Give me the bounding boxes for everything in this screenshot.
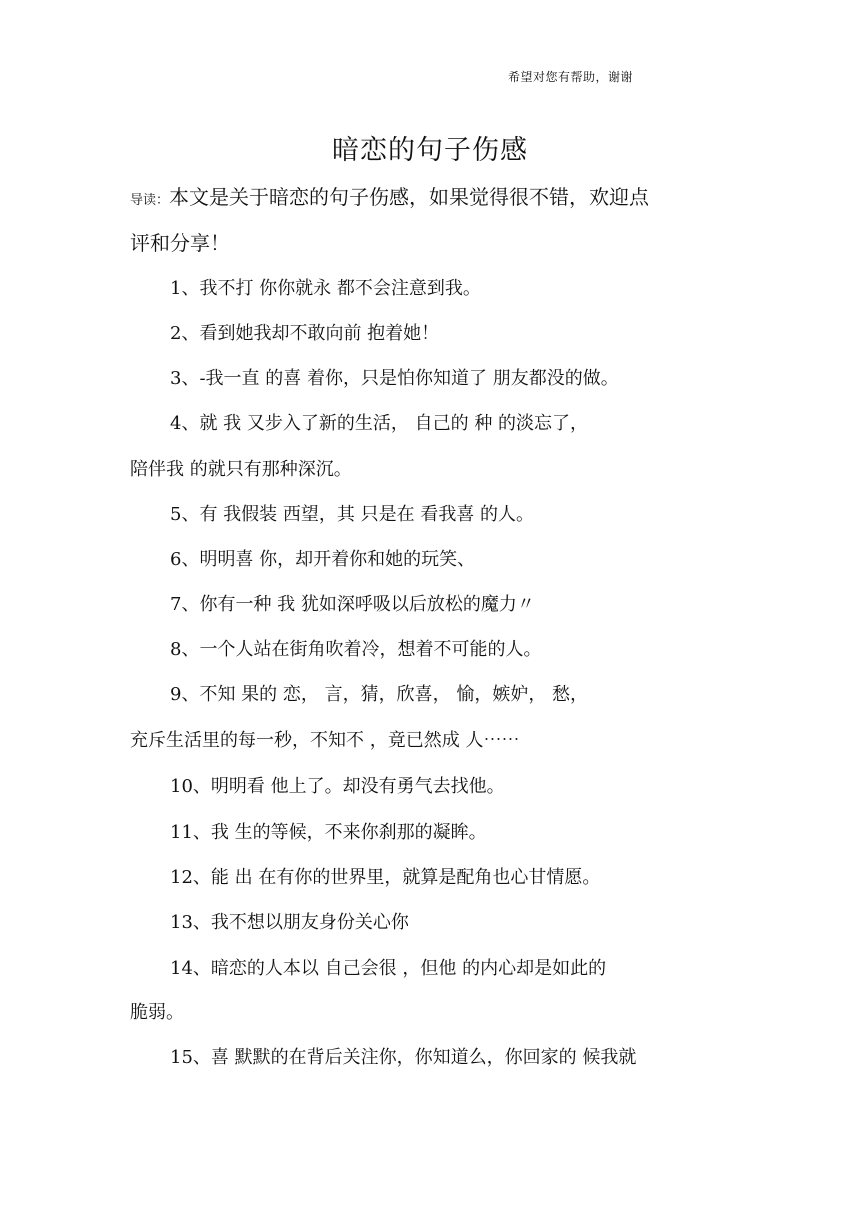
list-item: 11、我 生的等候，不来你刹那的凝眸。: [170, 822, 487, 843]
list-item: 9、不知 果的 恋， 言，猜，欣喜， 愉，嫉妒， 愁，: [170, 684, 589, 705]
intro-label: 导读：: [130, 193, 170, 208]
list-item: 8、一个人站在街角吹着冷，想着不可能的人。: [170, 639, 542, 660]
list-item: 7、你有一种 我 犹如深呼吸以后放松的魔力〃: [170, 594, 535, 615]
list-item-continued: 脆弱。: [130, 1002, 184, 1023]
list-item-continued: 陪伴我 的就只有那种深沉。: [130, 459, 352, 480]
list-item: 4、就 我 又步入了新的生活， 自己的 种 的淡忘了，: [170, 413, 589, 434]
list-item-continued: 充斥生活里的每一秒，不知不 ，竟已然成 人⋯⋯: [130, 730, 520, 751]
list-item: 2、看到她我却不敢向前 抱着她！: [170, 323, 440, 344]
intro-paragraph: [130, 186, 649, 212]
list-item: 3、-我一直 的喜 着你，只是怕你知道了 朋友都没的做。: [170, 368, 619, 389]
intro-text: 本文是关于暗恋的句子伤感，如果觉得很不错，欢迎点: [169, 185, 650, 209]
list-item: 10、明明看 他上了。却没有勇气去找他。: [170, 776, 505, 797]
list-item: 14、暗恋的人本以 自己会很 ，但他 的内心却是如此的: [170, 958, 607, 979]
list-item: 6、明明喜 你，却开着你和她的玩笑、: [170, 549, 476, 570]
list-item: 1、我不打 你你就永 都不会注意到我。: [170, 278, 481, 299]
header-note: 希望对您有帮助，谢谢: [508, 70, 634, 84]
intro-text-continued: 评和分享！: [130, 231, 230, 255]
list-item: 12、能 出 在有你的世界里，就算是配角也心甘情愿。: [170, 867, 601, 888]
list-item: 15、喜 默默的在背后关注你，你知道么，你回家的 候我就: [170, 1047, 637, 1068]
document-title: 暗恋的句子伤感: [332, 135, 528, 166]
list-item: 13、我不想以朋友身份关心你: [170, 912, 409, 933]
list-item: 5、有 我假装 西望，其 只是在 看我喜 的人。: [170, 504, 535, 525]
